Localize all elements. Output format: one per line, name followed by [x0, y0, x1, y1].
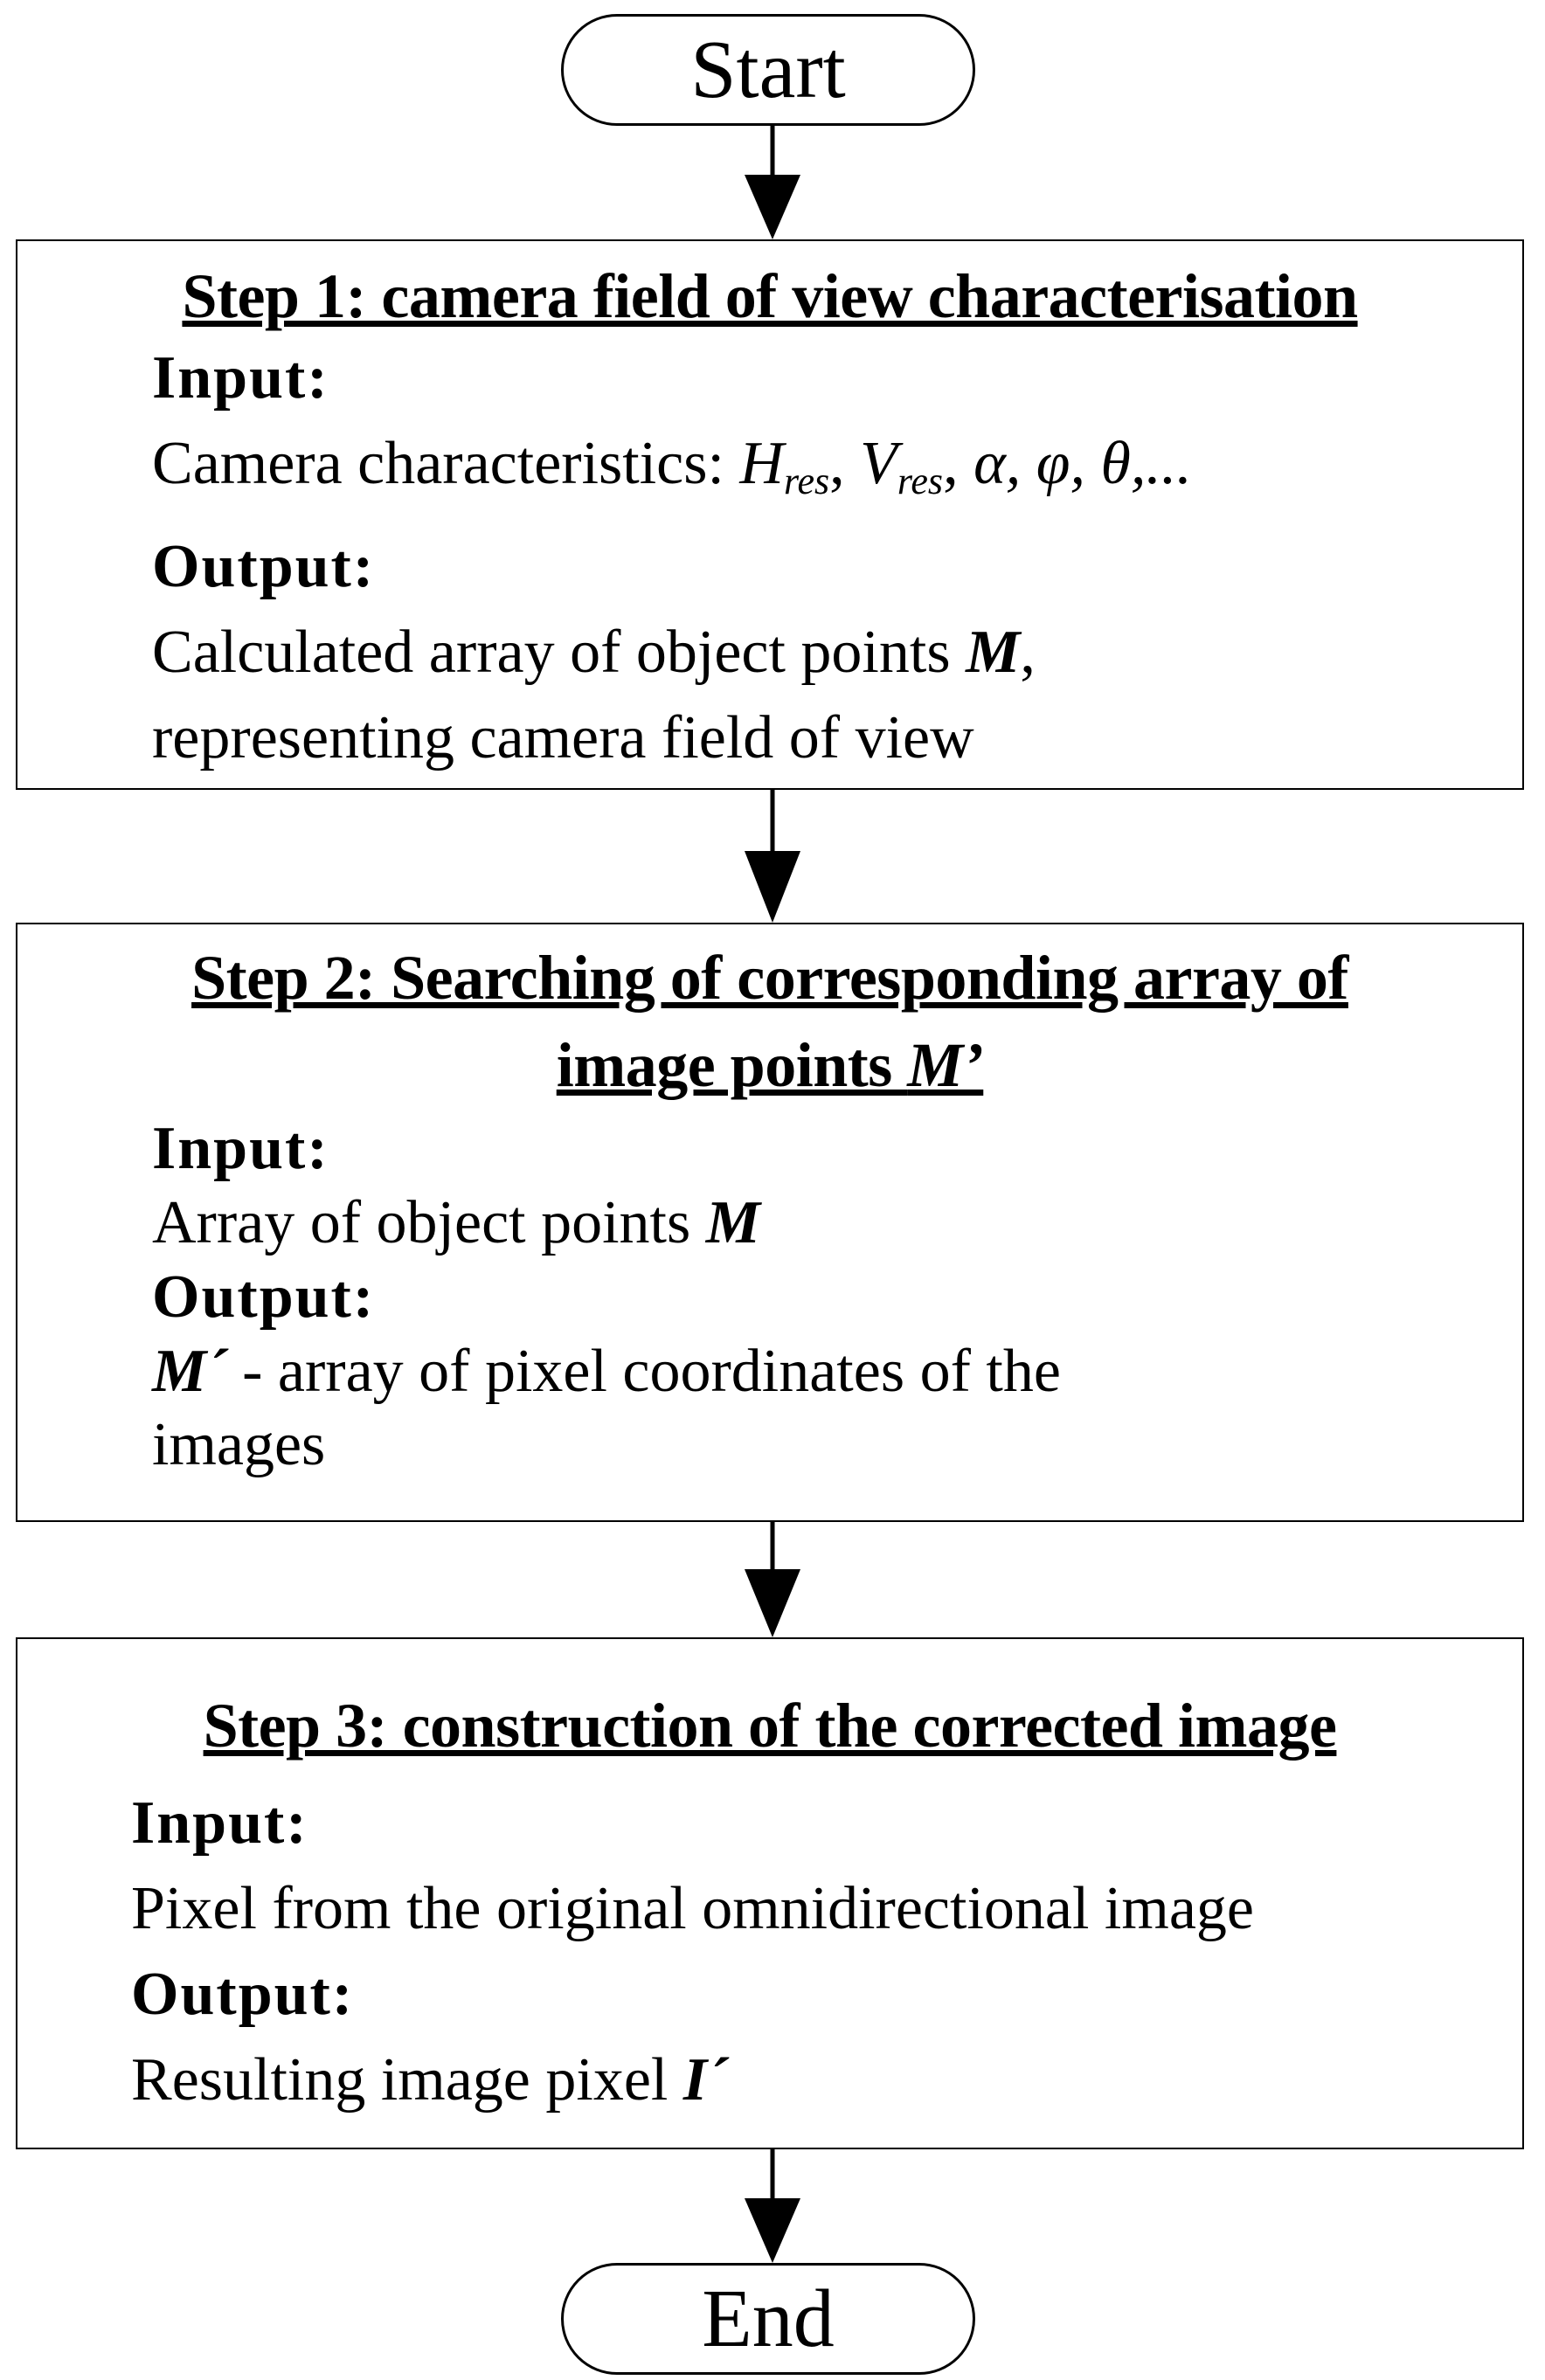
step1-sym-v: V — [860, 430, 897, 497]
step3-content — [131, 1781, 1505, 2123]
step1-title: Step 1: camera field of view characterisation — [182, 261, 1358, 331]
step1-input-text: Camera characteristics: $H_{res}$, $V_{res}$, α, φ, θ,... — [152, 430, 1192, 502]
step3-output-sym: I´ — [682, 2046, 728, 2114]
end-terminal — [561, 2263, 975, 2375]
step1-content — [152, 336, 1505, 781]
step1-output-sym: M — [966, 619, 1021, 686]
start-label: Start — [690, 24, 846, 115]
step2-input-text — [152, 1187, 1505, 1260]
step3-title: Step 3: construction of the corrected image — [203, 1691, 1337, 1761]
step2-title-line2 — [17, 1022, 1522, 1108]
step1-output-label: Output: — [152, 533, 376, 600]
step2-box — [16, 923, 1524, 1522]
step3-input-label: Input: — [131, 1789, 308, 1857]
step1-greek-symbols: α, φ, θ,... — [973, 430, 1192, 497]
step2-title-text: image points — [556, 1030, 908, 1100]
step3-output-text — [131, 2038, 1505, 2123]
step1-output-line1: Calculated array of object points M, — [152, 619, 1036, 686]
arrow-step1-to-step2 — [745, 790, 800, 923]
step2-output-line2: images — [152, 1411, 326, 1478]
end-label: End — [702, 2273, 835, 2364]
step2-title-line1: Step 2: Searching of corresponding array of — [191, 943, 1348, 1013]
step2-title-sym: M’ — [907, 1030, 984, 1100]
step1-box — [16, 239, 1524, 790]
step2-input-sym: M — [705, 1189, 760, 1256]
step2-content — [152, 1111, 1505, 1482]
step3-output-label: Output: — [131, 1961, 355, 2028]
step1-output-text: Calculated array of object points — [152, 619, 966, 686]
step2-output-text: - array of pixel coordinates of the — [226, 1338, 1061, 1405]
start-terminal — [561, 14, 975, 126]
step3-box — [16, 1637, 1524, 2149]
step2-output-sym: M´ — [152, 1338, 227, 1405]
arrow-step2-to-step3 — [745, 1522, 800, 1637]
step2-output-label: Output: — [152, 1263, 376, 1331]
step1-output-line2: representing camera field of view — [152, 704, 974, 771]
step2-input-label: Input: — [152, 1115, 329, 1182]
step3-input-text: Pixel from the original omnidirectional image — [131, 1875, 1254, 1942]
arrow-step3-to-end — [745, 2149, 800, 2263]
step2-output-line1 — [152, 1335, 1505, 1408]
step2-input-prefix: Array of object points — [152, 1189, 706, 1256]
arrow-start-to-step1 — [745, 126, 800, 239]
step1-input-label: Input: — [152, 344, 329, 412]
step1-input-prefix: Camera characteristics: — [152, 430, 740, 497]
step1-sub-v: res — [897, 460, 944, 502]
step1-sub-h: res — [783, 460, 830, 502]
step1-sym-h: H — [739, 430, 784, 497]
step3-output-prefix: Resulting image pixel — [131, 2046, 683, 2114]
